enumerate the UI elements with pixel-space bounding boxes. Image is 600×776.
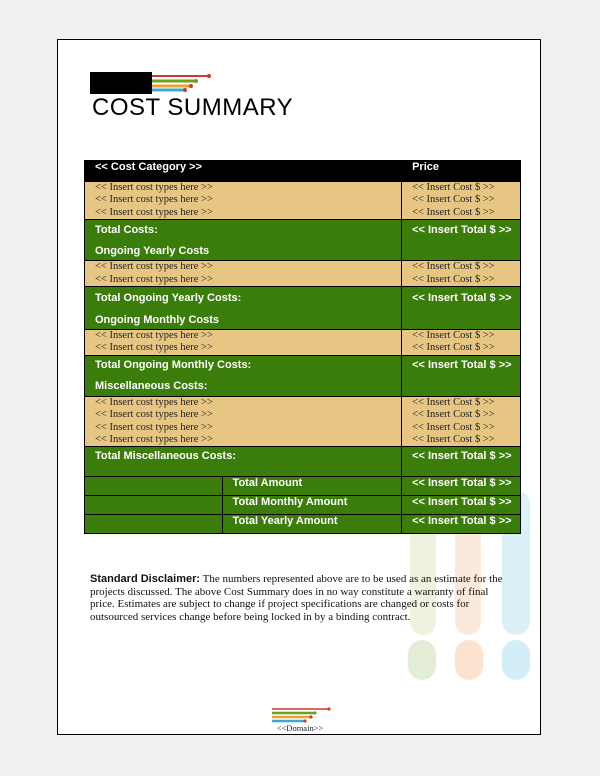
cost-type-label: << Insert cost types here >>: [95, 421, 213, 433]
footer-logo-icon: [270, 706, 340, 724]
total-misc-row: [85, 447, 521, 477]
cost-type-label: << Insert cost types here >>: [95, 434, 213, 446]
header-price: Price: [402, 161, 521, 182]
cost-type-label: << Insert cost types here >>: [95, 342, 213, 354]
cost-price: << Insert Cost $ >>: [412, 206, 495, 218]
summary-value: << Insert Total $ >>: [402, 515, 521, 534]
table-header-row: [85, 161, 521, 182]
summary-value: << Insert Total $ >>: [402, 496, 521, 515]
monthly-items-labels: [85, 330, 402, 356]
cost-type-label: << Insert cost types here >>: [95, 194, 213, 206]
cost-type-label: << Insert cost types here >>: [95, 261, 213, 273]
misc-items-labels: [85, 396, 402, 447]
header-cost-category: << Cost Category >>: [85, 161, 402, 182]
yearly-items-prices: [402, 261, 521, 287]
initial-items-row: [85, 182, 521, 220]
cost-type-label: << Insert cost types here >>: [95, 396, 213, 408]
total-yearly-label: Total Ongoing Yearly Costs:: [95, 292, 242, 305]
decorative-pill-orange-lower: [455, 640, 483, 680]
cost-summary-table: [84, 160, 521, 534]
total-costs-row: [85, 220, 521, 261]
summary-value: << Insert Total $ >>: [402, 477, 521, 496]
ongoing-monthly-heading: Ongoing Monthly Costs: [95, 314, 220, 327]
summary-label: Total Yearly Amount: [222, 515, 402, 534]
cost-type-label: << Insert cost types here >>: [95, 330, 213, 342]
disclaimer-label: Standard Disclaimer:: [90, 573, 201, 585]
cost-type-label: << Insert cost types here >>: [95, 182, 213, 193]
cost-price: << Insert Cost $ >>: [412, 194, 495, 206]
summary-label: Total Monthly Amount: [222, 496, 402, 515]
cost-price: << Insert Cost $ >>: [412, 409, 495, 421]
total-misc-label: Total Miscellaneous Costs:: [95, 450, 236, 463]
cost-price: << Insert Cost $ >>: [412, 434, 495, 446]
total-misc-value: << Insert Total $ >>: [402, 447, 521, 477]
total-monthly-row: [85, 355, 521, 396]
total-monthly-value: << Insert Total $ >>: [402, 355, 521, 396]
cost-type-label: << Insert cost types here >>: [95, 409, 213, 421]
summary-row-yearly: [85, 515, 521, 534]
cost-type-label: << Insert cost types here >>: [95, 206, 213, 218]
total-costs-label: Total Costs:: [95, 224, 158, 237]
cost-price: << Insert Cost $ >>: [412, 261, 495, 273]
header-logo-icon: [90, 72, 230, 96]
monthly-items-prices: [402, 330, 521, 356]
summary-row-monthly: [85, 496, 521, 515]
yearly-items-labels: [85, 261, 402, 287]
summary-row-total: [85, 477, 521, 496]
cost-price: << Insert Cost $ >>: [412, 330, 495, 342]
misc-items-row: [85, 396, 521, 447]
miscellaneous-heading: Miscellaneous Costs:: [95, 379, 208, 392]
footer-domain: <<Domain>>: [276, 723, 324, 733]
cost-type-label: << Insert cost types here >>: [95, 273, 213, 285]
total-costs-value: << Insert Total $ >>: [402, 220, 521, 261]
monthly-items-row: [85, 330, 521, 356]
cost-price: << Insert Cost $ >>: [412, 396, 495, 408]
initial-items-prices: [402, 182, 521, 220]
cost-price: << Insert Cost $ >>: [412, 182, 495, 193]
total-yearly-value: << Insert Total $ >>: [402, 287, 521, 330]
disclaimer-text: The numbers represented above are to be used as an estimate for the projects discussed. The above Cost Summary does in no way constitute a warranty of final price. Estimates are subject to change if project specifications are changed or costs for outsourced services change before being locked in by a binding contract.: [90, 573, 503, 623]
initial-items-labels: [85, 182, 402, 220]
ongoing-yearly-heading: Ongoing Yearly Costs: [95, 245, 210, 258]
cost-price: << Insert Cost $ >>: [412, 421, 495, 433]
cost-price: << Insert Cost $ >>: [412, 342, 495, 354]
total-yearly-row: [85, 287, 521, 330]
page-title: COST SUMMARY: [92, 94, 294, 121]
cost-price: << Insert Cost $ >>: [412, 273, 495, 285]
disclaimer: [90, 573, 515, 623]
misc-items-prices: [402, 396, 521, 447]
decorative-pill-blue-lower: [502, 640, 530, 680]
document-page: [57, 39, 541, 735]
yearly-items-row: [85, 261, 521, 287]
summary-label: Total Amount: [222, 477, 402, 496]
total-monthly-label: Total Ongoing Monthly Costs:: [95, 358, 252, 371]
decorative-pill-green-lower: [408, 640, 436, 680]
